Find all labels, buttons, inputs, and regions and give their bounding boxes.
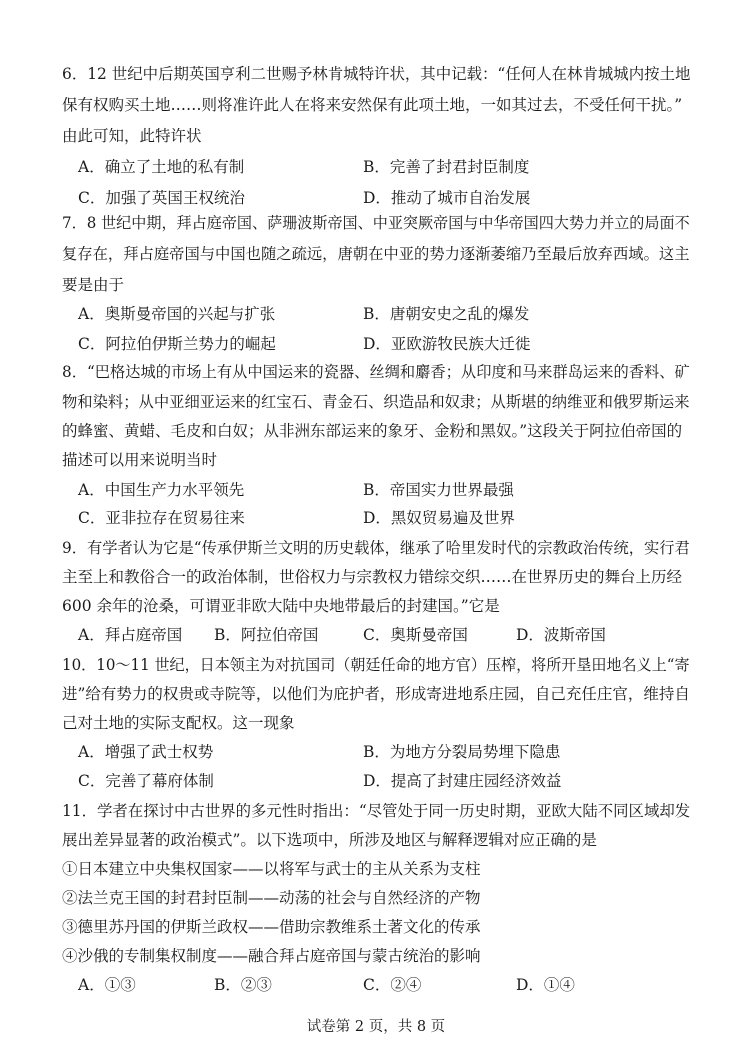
question-9-line-2: 主至上和教俗合一的政治体制，世俗权力与宗教权力错综交织……在世界历史的舞台上历经 — [62, 568, 683, 586]
question-8-option-d: D．黑奴贸易遍及世界 — [363, 509, 515, 527]
question-7-line-3: 要是由于 — [62, 276, 125, 294]
question-7-line-1: 7．8 世纪中期，拜占庭帝国、萨珊波斯帝国、中亚突厥帝国与中华帝国四大势力并立的局面不 — [62, 214, 690, 232]
question-11-item-1: ①日本建立中央集权国家——以将军与武士的主从关系为支柱 — [62, 860, 481, 878]
question-7-option-a: A．奥斯曼帝国的兴起与扩张 — [78, 305, 276, 323]
question-9-option-b: B．阿拉伯帝国 — [214, 626, 319, 644]
question-7-option-d: D．亚欧游牧民族大迁徙 — [363, 335, 531, 353]
question-11-option-d: D．①④ — [516, 976, 575, 994]
question-10-option-a: A．增强了武士权势 — [78, 743, 214, 761]
question-6-option-c: C．加强了英国王权统治 — [78, 189, 245, 207]
question-9-option-a: A．拜占庭帝国 — [78, 626, 183, 644]
question-11-option-a: A．①③ — [78, 976, 136, 994]
question-11-option-b: B．②③ — [214, 976, 272, 994]
question-9-line-3: 600 余年的沧桑，可谓亚非欧大陆中央地带最后的封建国。”它是 — [62, 597, 500, 615]
question-6-option-a: A．确立了土地的私有制 — [78, 158, 245, 176]
question-11-item-2: ②法兰克王国的封君封臣制——动荡的社会与自然经济的产物 — [62, 889, 481, 907]
question-6-line-1: 6．12 世纪中后期英国亨利二世赐予林肯城特许状，其中记载：“任何人在林肯城城内按土地 — [62, 65, 691, 83]
question-10-option-d: D．提高了封建庄园经济效益 — [363, 772, 562, 790]
question-6-line-2: 保有权购买土地……则将准许此人在将来安然保有此项土地，一如其过去，不受任何干扰。” — [62, 96, 683, 114]
question-8-line-2: 物和染料；从中亚细亚运来的红宝石、青金石、织造品和奴隶；从斯堪的纳维亚和俄罗斯运来 — [62, 393, 690, 411]
question-11-option-c: C．②④ — [363, 976, 422, 994]
question-10-line-3: 己对土地的实际支配权。这一现象 — [62, 714, 295, 732]
question-8-option-c: C．亚非拉存在贸易往来 — [78, 509, 245, 527]
question-11-item-4: ④沙俄的专制集权制度——融合拜占庭帝国与蒙古统治的影响 — [62, 947, 481, 965]
question-10-line-1: 10．10～11 世纪，日本领主为对抗国司（朝廷任命的地方官）压榨，将所开垦田地名义上“寄 — [62, 656, 690, 674]
question-8-line-4: 描述可以用来说明当时 — [62, 451, 218, 469]
question-7-option-b: B．唐朝安史之乱的爆发 — [363, 305, 530, 323]
question-8-option-b: B．帝国实力世界最强 — [363, 481, 514, 499]
question-9-option-d: D．波斯帝国 — [516, 626, 606, 644]
question-11-line-2: 展出差异显著的政治模式”。以下选项中，所涉及地区与解释逻辑对应正确的是 — [62, 831, 597, 849]
question-7-option-c: C．阿拉伯伊斯兰势力的崛起 — [78, 335, 276, 353]
question-9-line-1: 9．有学者认为它是“传承伊斯兰文明的历史载体，继承了哈里发时代的宗教政治传统，实行君 — [62, 539, 690, 557]
question-8-line-3: 的蜂蜜、黄蜡、毛皮和白奴；从非洲东部运来的象牙、金粉和黑奴。”这段关于阿拉伯帝国的 — [62, 422, 683, 440]
question-10-line-2: 进”给有势力的权贵或寺院等，以他们为庇护者，形成寄进地系庄园，自己充任庄官，维持自 — [62, 685, 690, 703]
question-11-item-3: ③德里苏丹国的伊斯兰政权——借助宗教维系土著文化的传承 — [62, 918, 481, 936]
question-9-option-c: C．奥斯曼帝国 — [363, 626, 468, 644]
question-10-option-c: C．完善了幕府体制 — [78, 772, 214, 790]
question-8-option-a: A．中国生产力水平领先 — [78, 481, 245, 499]
page-footer: 试卷第 2 页，共 8 页 — [306, 1019, 446, 1035]
question-6-line-3: 由此可知，此特许状 — [62, 127, 202, 145]
question-8-line-1: 8．“巴格达城的市场上有从中国运来的瓷器、丝绸和麝香；从印度和马来群岛运来的香料、矿 — [62, 363, 690, 381]
question-11-line-1: 11．学者在探讨中古世界的多元性时指出：“尽管处于同一历史时期，亚欧大陆不同区域却发 — [62, 802, 691, 820]
question-6-option-b: B．完善了封君封臣制度 — [363, 158, 530, 176]
question-6-option-d: D．推动了城市自治发展 — [363, 189, 531, 207]
question-10-option-b: B．为地方分裂局势埋下隐患 — [363, 743, 561, 761]
question-7-line-2: 复存在，拜占庭帝国与中国也随之疏远，唐朝在中亚的势力逐渐萎缩乃至最后放弃西域。这主 — [62, 245, 690, 263]
